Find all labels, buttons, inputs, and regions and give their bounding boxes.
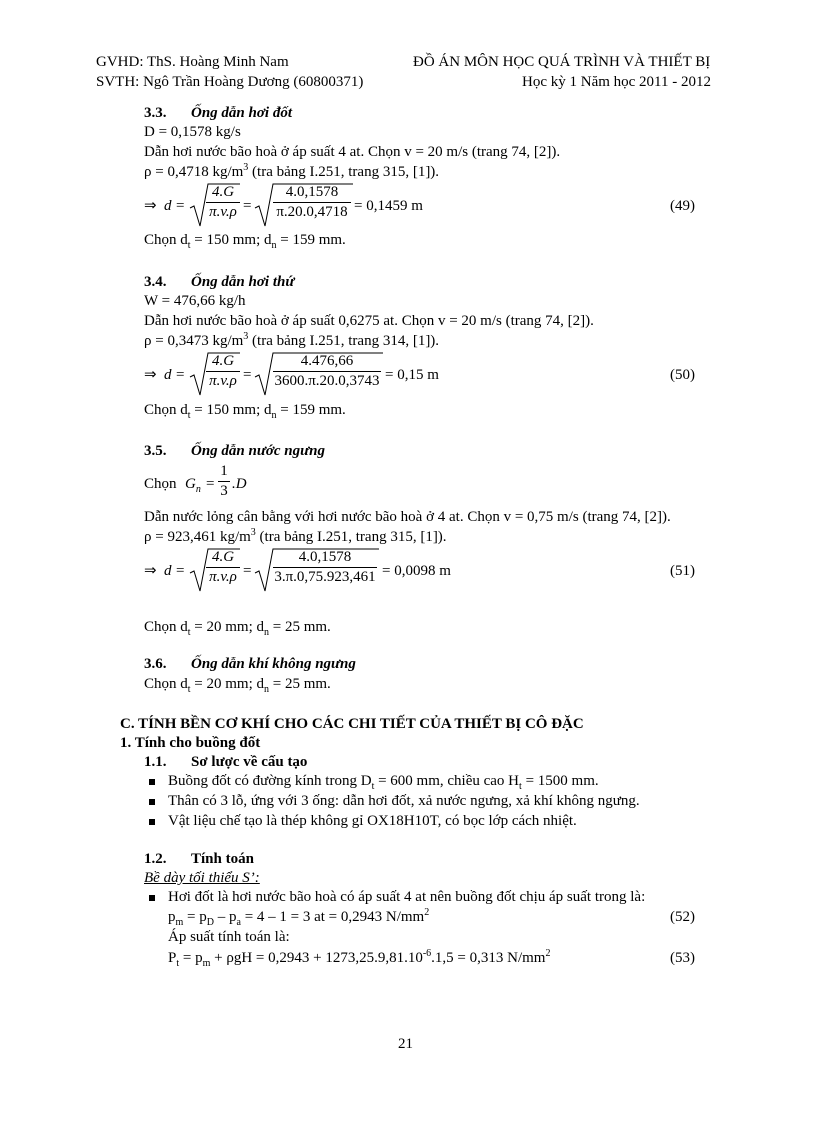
s33-line1: D = 0,1578 kg/s (144, 124, 241, 140)
eq-number-51: (51) (670, 563, 695, 579)
min-thickness-label: Bề dày tối thiểu S’: (144, 870, 260, 886)
bullet-4-text: Hơi đốt là hơi nước bão hoà có áp suất 4 at nên buồng đốt chịu áp suất trong là: (168, 889, 646, 905)
s33-choose: Chọn $d_t = 150$ mm; $d_n = 159$ mm. (144, 232, 346, 251)
s34-rho: ρ = 0,3473 $kg/m^3$ (tra bảng I.251, trang 314, [1]). (144, 331, 440, 349)
s35-line2: Dẫn nước lỏng cân bằng với hơi nước bão hoà ở 4 at. Chọn v = 0,75 m/s (trang 74, [2]). (144, 509, 671, 525)
calc-pressure-label: Áp suất tính toán là: (168, 929, 290, 945)
bullet-2-text: Thân có 3 lỗ, ứng với 3 ống: dẫn hơi đốt, xả nước ngưng, xả khí không ngưng. (168, 793, 640, 809)
s11-heading: Sơ lược về cấu tạo (191, 754, 308, 770)
header-left-2: SVTH: Ngô Trần Hoàng Dương (60800371) (96, 74, 364, 90)
eq-number-50: (50) (670, 367, 695, 383)
s34-result: = 0,15 m (385, 367, 439, 383)
s33-result: = 0,1459 m (354, 198, 423, 214)
s36-choose: Chọn $d_t = 20$ mm; $d_n = 25$ mm. (144, 676, 331, 695)
s34-choose: Chọn $d_t = 150$ mm; $d_n = 159$ mm. (144, 402, 346, 421)
bullet-icon (149, 779, 155, 785)
s36-num: 3.6. (144, 656, 167, 672)
s36-heading: Ống dẫn khí không ngưng (191, 656, 356, 672)
s35-heading: Ống dẫn nước ngưng (191, 443, 325, 459)
arrow-icon: ⇒ (144, 563, 157, 579)
header-right-1: ĐỒ ÁN MÔN HỌC QUÁ TRÌNH VÀ THIẾT BỊ (413, 54, 711, 70)
arrow-icon: ⇒ (144, 367, 157, 383)
section-1-heading: 1. Tính cho buồng đốt (120, 735, 261, 751)
header-right-2: Học kỳ 1 Năm học 2011 - 2012 (522, 74, 711, 90)
s12-heading: Tính toán (191, 851, 254, 867)
page-number: 21 (398, 1036, 413, 1052)
s34-heading: Ống dẫn hơi thứ (191, 274, 295, 290)
s35-num: 3.5. (144, 443, 167, 459)
bullet-icon (149, 799, 155, 805)
eq-number-52: (52) (670, 909, 695, 925)
s33-num: 3.3. (144, 105, 167, 121)
s35-result: = 0,0098 m (382, 563, 451, 579)
eq-number-49: (49) (670, 198, 695, 214)
pm-equation: $p_m = p_D - p_a = 4 - 1 = 3$ at = 0,2943 $N/mm^2$ (168, 907, 430, 928)
s34-line2: Dẫn hơi nước bão hoà ở áp suất 0,6275 at. Chọn v = 20 m/s (trang 74, [2]). (144, 313, 594, 329)
bullet-1-text: Buồng đốt có đường kính trong $D_t = 600$ mm, chiều cao $H_t = 1500$ mm. (168, 773, 599, 792)
s35-choose: Chọn $d_t = 20$ mm; $d_n = 25$ mm. (144, 619, 331, 638)
s33-rho: ρ = 0,4718 $kg/m^3$ (tra bảng I.251, trang 315, [1]). (144, 162, 440, 180)
bullet-icon (149, 895, 155, 901)
s34-line1: W = 476,66 kg/h (144, 293, 246, 309)
pt-equation: $P_t = p_m + \rho gH = 0,2943 + 1273,25.9,81.10^{-6}.1,5 = 0,313$ $N/mm^2$ (168, 948, 551, 969)
bullet-3-text: Vật liệu chế tạo là thép không gỉ OX18H10T, có bọc lớp cách nhiệt. (168, 813, 577, 829)
s33-line2: Dẫn hơi nước bão hoà ở áp suất 4 at. Chọn v = 20 m/s (trang 74, [2]). (144, 144, 561, 160)
s12-num: 1.2. (144, 851, 167, 867)
eq-number-53: (53) (670, 950, 695, 966)
header-left-1: GVHD: ThS. Hoàng Minh Nam (96, 54, 289, 70)
bullet-icon (149, 819, 155, 825)
s35-rho: ρ = 923,461 $kg/m^3$ (tra bảng I.251, trang 315, [1]). (144, 527, 447, 545)
s34-num: 3.4. (144, 274, 167, 290)
part-c-heading: C. TÍNH BỀN CƠ KHÍ CHO CÁC CHI TIẾT CỦA THIẾT BỊ CÔ ĐẶC (120, 716, 584, 732)
s33-heading: Ống dẫn hơi đốt (191, 105, 292, 121)
s11-num: 1.1. (144, 754, 167, 770)
arrow-icon: ⇒ (144, 198, 157, 214)
